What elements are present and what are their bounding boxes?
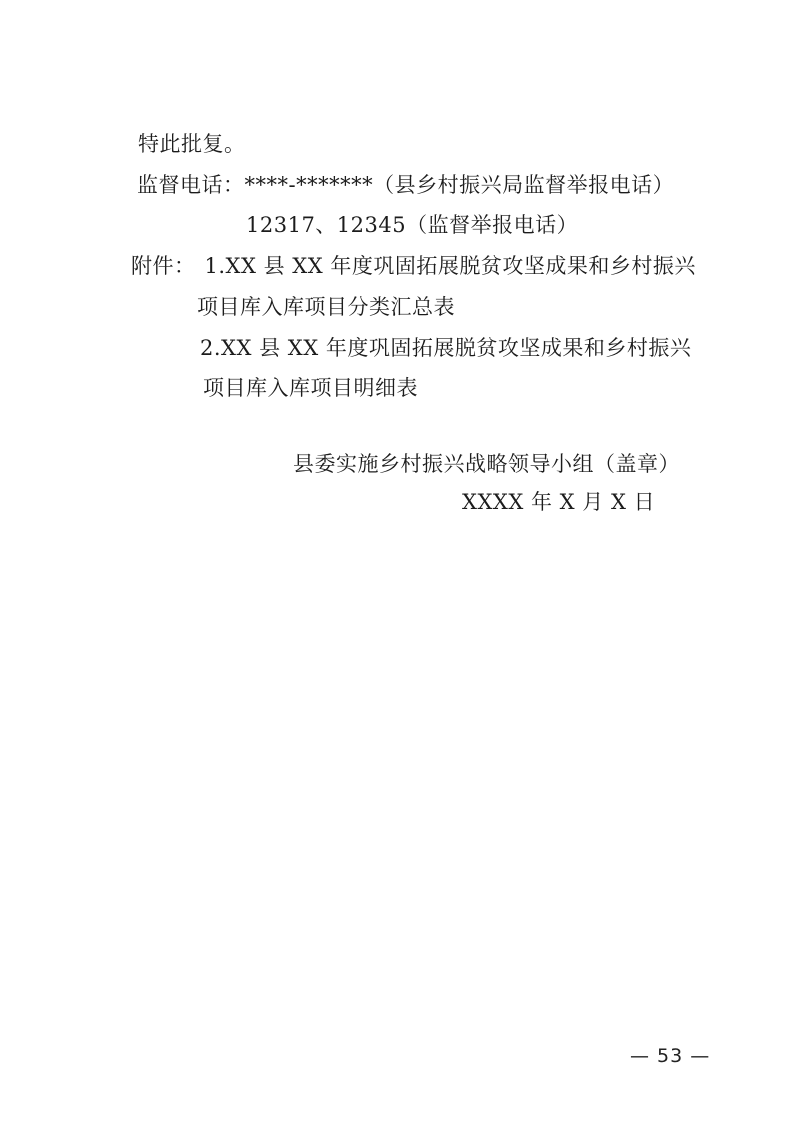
closing-statement: 特此批复。 (138, 132, 246, 156)
attachment-1-line-1: 1.XX 县 XX 年度巩固拓展脱贫攻坚成果和乡村振兴 (204, 254, 696, 278)
attachment-2-line-1: 2.XX 县 XX 年度巩固拓展脱贫攻坚成果和乡村振兴 (200, 336, 692, 360)
supervision-phone-line: 监督电话：****-*******（县乡村振兴局监督举报电话） (137, 173, 675, 197)
page-number: — 53 — (630, 1045, 711, 1067)
attachment-1-line-2: 项目库入库项目分类汇总表 (197, 295, 455, 319)
signature-organization: 县委实施乡村振兴战略领导小组（盖章） (293, 452, 680, 476)
attachments-heading (131, 254, 696, 278)
attachments-label: 附件： (131, 254, 196, 278)
hotline-numbers-line: 12317、12345（监督举报电话） (246, 213, 579, 237)
attachment-2-line-2: 项目库入库项目明细表 (203, 376, 418, 400)
signature-date: XXXX 年 X 月 X 日 (462, 490, 656, 514)
